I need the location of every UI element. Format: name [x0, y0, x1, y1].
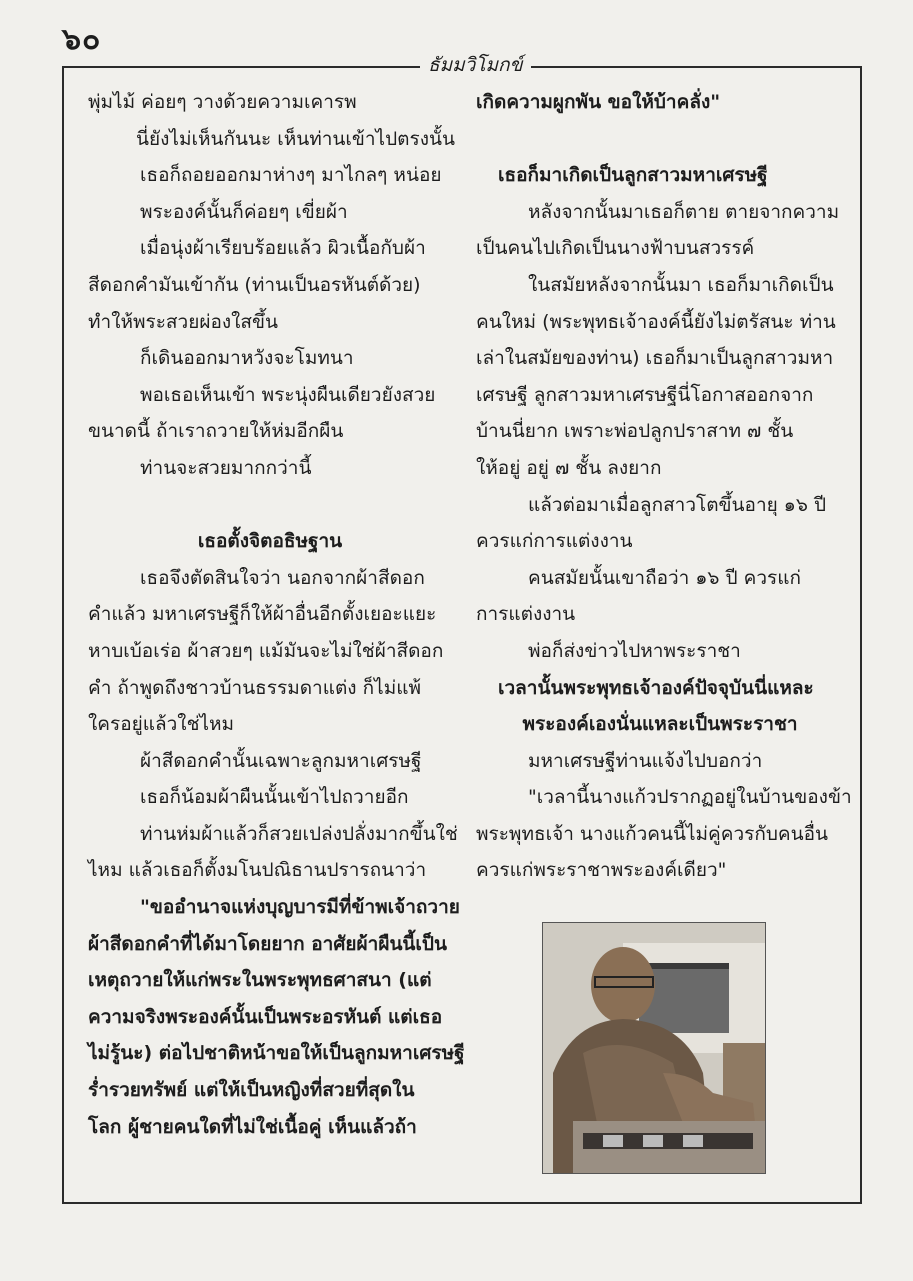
text-line: ร่ำรวยทรัพย์ แต่ให้เป็นหญิงที่สวยที่สุดใน [88, 1079, 415, 1102]
text-line: พระองค์นั้นก็ค่อยๆ เขี่ยผ้า [140, 200, 348, 223]
text-line: ควรแก่การแต่งงาน [476, 530, 633, 553]
text-line: บ้านนี่ยาก เพราะพ่อปลูกปราสาท ๗ ชั้น [476, 420, 794, 443]
text-line: เป็นคนไปเกิดเป็นนางฟ้าบนสวรรค์ [476, 237, 755, 260]
blank-line [476, 121, 844, 158]
text-line: สีดอกคำมันเข้ากัน (ท่านเป็นอรหันต์ด้วย) [88, 273, 421, 296]
text-line: ควรแก่พระราชาพระองค์เดียว" [476, 859, 727, 882]
text-line: ท่านจะสวยมากกว่านี้ [140, 456, 312, 479]
text-line: ขนาดนี้ ถ้าเราถวายให้ห่มอีกผืน [88, 420, 344, 443]
text-line: แล้วต่อมาเมื่อลูกสาวโตขึ้นอายุ ๑๖ ปี [528, 493, 827, 516]
text-line: คำแล้ว มหาเศรษฐีก็ให้ผ้าอื่นอีกตั้งเยอะแยะ [88, 603, 437, 626]
text-line: ไหม แล้วเธอก็ตั้งมโนปณิธานปรารถนาว่า [88, 859, 427, 882]
text-line: เหตุถวายให้แก่พระในพระพุทธศาสนา (แต่ [88, 969, 432, 992]
text-line: คำ ถ้าพูดถึงชาวบ้านธรรมดาแต่ง ก็ไม่แพ้ [88, 676, 421, 699]
text-line: โลก ผู้ชายคนใดที่ไม่ใช่เนื้อคู่ เห็นแล้วถ้า [88, 1115, 417, 1138]
right-column [476, 84, 852, 889]
text-line: ผ้าสีดอกคำนั้นเฉพาะลูกมหาเศรษฐี [140, 749, 422, 772]
text-line: นี่ยังไม่เห็นกันนะ เห็นท่านเข้าไปตรงนั้น [136, 127, 455, 150]
text-line: ในสมัยหลังจากนั้นมา เธอก็มาเกิดเป็น [528, 273, 834, 296]
text-line: ก็เดินออกมาหวังจะโมทนา [140, 347, 354, 370]
text-line: ผ้าสีดอกคำที่ได้มาโดยยาก อาศัยผ้าผืนนี้เป็น [88, 932, 447, 955]
text-line: ความจริงพระองค์นั้นเป็นพระอรหันต์ แต่เธอ [88, 1005, 443, 1028]
text-line: เธอจึงตัดสินใจว่า นอกจากผ้าสีดอก [140, 566, 425, 589]
blank-line [88, 487, 452, 524]
text-line: หาบเบ้อเร่อ ผ้าสวยๆ แม้มันจะไม่ใช่ผ้าสีดอก [88, 639, 444, 662]
text-line: เศรษฐี ลูกสาวมหาเศรษฐีนี่โอกาสออกจาก [476, 383, 814, 406]
section-heading: เธอก็มาเกิดเป็นลูกสาวมหาเศรษฐี [498, 164, 768, 187]
text-line: เมื่อนุ่งผ้าเรียบร้อยแล้ว ผิวเนื้อกับผ้า [140, 237, 426, 260]
text-line: "เวลานี้นางแก้วปรากฏอยู่ในบ้านของข้า [528, 786, 852, 809]
monk-photo [542, 922, 766, 1174]
text-line: คนใหม่ (พระพุทธเจ้าองค์นี้ยังไม่ตรัสนะ ท่าน [476, 310, 836, 333]
section-heading: พระองค์เองนั่นแหละเป็นพระราชา [522, 713, 798, 736]
text-line: มหาเศรษฐีท่านแจ้งไปบอกว่า [528, 749, 763, 772]
text-line: เกิดความผูกพัน ขอให้บ้าคลั่ง" [476, 91, 721, 113]
text-line: พระพุทธเจ้า นางแก้วคนนี้ไม่คู่ควรกับคนอื่น [476, 822, 828, 845]
text-line: คนสมัยนั้นเขาถือว่า ๑๖ ปี ควรแก่ [528, 566, 801, 589]
text-line: ไม่รู้นะ) ต่อไปชาติหน้าขอให้เป็นลูกมหาเศรษฐี [88, 1042, 465, 1065]
text-line: หลังจากนั้นมาเธอก็ตาย ตายจากความ [528, 200, 840, 223]
text-line: พุ่มไม้ ค่อยๆ วางด้วยความเคารพ [88, 91, 357, 113]
text-line: ใครอยู่แล้วใช่ไหม [88, 713, 235, 736]
page-number: ๖๐ [62, 22, 102, 57]
text-line: การแต่งงาน [476, 603, 576, 626]
left-column [88, 84, 465, 1145]
text-line: เธอก็ถอยออกมาห่างๆ มาไกลๆ หน่อย [140, 164, 442, 187]
text-line: ให้อยู่ อยู่ ๗ ชั้น ลงยาก [476, 456, 662, 479]
text-line: เธอก็น้อมผ้าผืนนั้นเข้าไปถวายอีก [140, 786, 409, 809]
running-header: ธัมมวิโมกข์ [420, 50, 531, 80]
text-line: ทำให้พระสวยผ่องใสขึ้น [88, 310, 278, 333]
section-heading: เธอตั้งจิตอธิษฐาน [197, 530, 343, 553]
monk-photo-illustration [543, 923, 765, 1173]
section-heading: เวลานั้นพระพุทธเจ้าองค์ปัจจุบันนี่แหละ [498, 676, 814, 699]
text-line: "ขออำนาจแห่งบุญบารมีที่ข้าพเจ้าถวาย [140, 896, 460, 919]
text-line: พ่อก็ส่งข่าวไปหาพระราชา [528, 639, 741, 662]
text-line: พอเธอเห็นเข้า พระนุ่งผืนเดียวยังสวย [140, 383, 436, 406]
text-line: ท่านห่มผ้าแล้วก็สวยเปล่งปลั่งมากขึ้นใช่ [140, 822, 458, 845]
text-line: เล่าในสมัยของท่าน) เธอก็มาเป็นลูกสาวมหา [476, 347, 834, 370]
